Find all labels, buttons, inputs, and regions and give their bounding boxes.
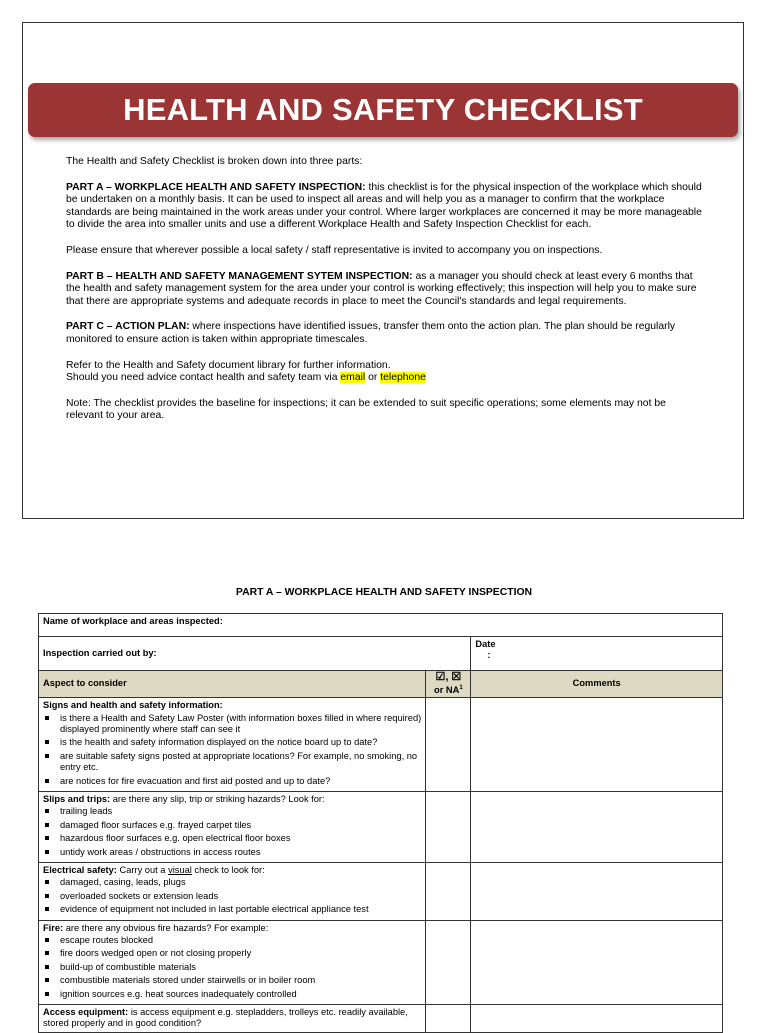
workplace-name-field[interactable]: [39, 614, 723, 637]
section-slips-trips: [39, 791, 426, 862]
page-title-banner: HEALTH AND SAFETY CHECKLIST: [28, 83, 738, 137]
date-field[interactable]: [471, 637, 723, 671]
section-signs: [39, 698, 426, 792]
part-b-text: as a manager you should check at least every 6 months that the health and safety management system for the area under your control is working effectively; this inspection will help you to make sure that there are appropriate systems and adequate records in place to meet the Council's standards and legal requirements.: [66, 270, 697, 307]
inspector-label: Inspection carried out by:: [43, 647, 157, 658]
comments-cell[interactable]: [471, 920, 723, 1004]
workplace-label: Name of workplace and areas inspected:: [43, 616, 223, 626]
advice-text: Should you need advice contact health and safety team via: [66, 372, 341, 384]
check-cell[interactable]: [426, 862, 471, 920]
list-item: damaged floor surfaces e.g. frayed carpet tiles: [43, 820, 421, 831]
list-item: trailing leads: [43, 806, 421, 817]
part-b-description: [66, 271, 702, 309]
comments-cell[interactable]: [471, 862, 723, 920]
list-item: ignition sources e.g. heat sources inadequately controlled: [43, 989, 421, 1000]
part-c-label: PART C – ACTION PLAN:: [66, 321, 190, 333]
part-a-label: PART A – WORKPLACE HEALTH AND SAFETY INSPECTION:: [66, 181, 366, 193]
list-item: untidy work areas / obstructions in access routes: [43, 847, 421, 858]
email-link[interactable]: email: [340, 372, 366, 384]
section-title: Access equipment:: [43, 1007, 129, 1018]
check-header: ☑, ☒ or $NA^1$: [426, 671, 471, 698]
telephone-link[interactable]: telephone: [380, 372, 426, 384]
part-b-label: PART B – HEALTH AND SAFETY MANAGEMENT SYTEM INSPECTION:: [66, 270, 413, 282]
check-cell[interactable]: [426, 698, 471, 792]
list-item: are notices for fire evacuation and first aid posted and up to date?: [43, 776, 421, 787]
section-lead: is access equipment e.g. stepladders, trolleys etc. readily available, stored properly and in good condition?: [43, 1007, 408, 1029]
list-item: overloaded sockets or extension leads: [43, 891, 421, 902]
part-c-description: [66, 321, 702, 346]
list-item: combustible materials stored under stairwells or in boiler room: [43, 975, 421, 986]
section-title: Electrical safety:: [43, 864, 117, 875]
section-lead: are there any obvious fire hazards? For example:: [63, 922, 269, 933]
section-title: Fire:: [43, 922, 64, 933]
section-title: Slips and trips:: [43, 793, 111, 804]
list-item: fire doors wedged open or not closing properly: [43, 948, 421, 959]
refer-text: Refer to the Health and Safety document library for further information.: [66, 359, 391, 371]
section-lead: Carry out a: [116, 864, 169, 875]
list-item: escape routes blocked: [43, 935, 421, 946]
comments-header: Comments: [471, 671, 723, 698]
section-access-equipment: [39, 1005, 426, 1033]
part-a-description: [66, 182, 702, 232]
check-cell[interactable]: [426, 920, 471, 1004]
part-a-text: this checklist is for the physical inspection of the workplace which should be undertaken on a monthly basis. It can be used to inspect all areas and will help you as a manager to confirm that the workplace standards are being maintained in the work areas under your control. Where larger workplaces are concerned it may be more manageable to divide the area into smaller units and use a different Workplace Health and Safety Inspection Checklist for each.: [66, 181, 702, 231]
section-fire: [39, 920, 426, 1004]
date-label: Date: [475, 639, 496, 649]
inspector-field[interactable]: [39, 637, 471, 671]
date-colon: :: [487, 650, 491, 661]
inspection-table: [38, 613, 723, 1033]
section-electrical: [39, 862, 426, 920]
check-cell[interactable]: [426, 791, 471, 862]
representative-note: Please ensure that wherever possible a local safety / staff representative is invited to accompany you on inspections.: [66, 244, 603, 256]
section-lead: are there any slip, trip or striking hazards? Look for:: [110, 793, 325, 804]
note-text: Note: The checklist provides the baseline for inspections; it can be extended to suit specific operations; some elements may not be relevant to your area.: [66, 397, 666, 422]
list-item: damaged, casing, leads, plugs: [43, 877, 421, 888]
list-item: evidence of equipment not included in last portable electrical appliance test: [43, 904, 421, 915]
comments-cell[interactable]: [471, 1005, 723, 1033]
intro-text: [66, 156, 702, 436]
part-c-text: where inspections have identified issues, transfer them onto the action plan. The plan should be regularly monitored to ensure action is taken within appropriate timescales.: [66, 321, 676, 345]
comments-cell[interactable]: [471, 791, 723, 862]
cover-page: [22, 22, 744, 519]
advice-paragraph: [66, 360, 702, 385]
comments-cell[interactable]: [471, 698, 723, 792]
list-item: are suitable safety signs posted at appropriate locations? For example, no smoking, no entry etc.: [43, 751, 421, 774]
intro-line: The Health and Safety Checklist is broken down into three parts:: [66, 156, 363, 167]
list-item: is the health and safety information displayed on the notice board up to date?: [43, 737, 421, 748]
check-cell[interactable]: [426, 1005, 471, 1033]
section-lead-underlined: visual: [168, 864, 192, 875]
or-text: or: [365, 372, 381, 384]
list-item: build-up of combustible materials: [43, 962, 421, 973]
section-title: Signs and health and safety information:: [43, 700, 223, 711]
list-item: is there a Health and Safety Law Poster (with information boxes filled in where required) displayed prominently where staff can see it: [43, 713, 421, 736]
checkbox-icons: ☑, ☒: [435, 671, 462, 683]
list-item: hazardous floor surfaces e.g. open electrical floor boxes: [43, 833, 421, 844]
part-a-heading: PART A – WORKPLACE HEALTH AND SAFETY INSPECTION: [235, 587, 533, 598]
section-lead-end: check to look for:: [191, 864, 265, 875]
aspect-header: Aspect to consider: [39, 671, 426, 698]
